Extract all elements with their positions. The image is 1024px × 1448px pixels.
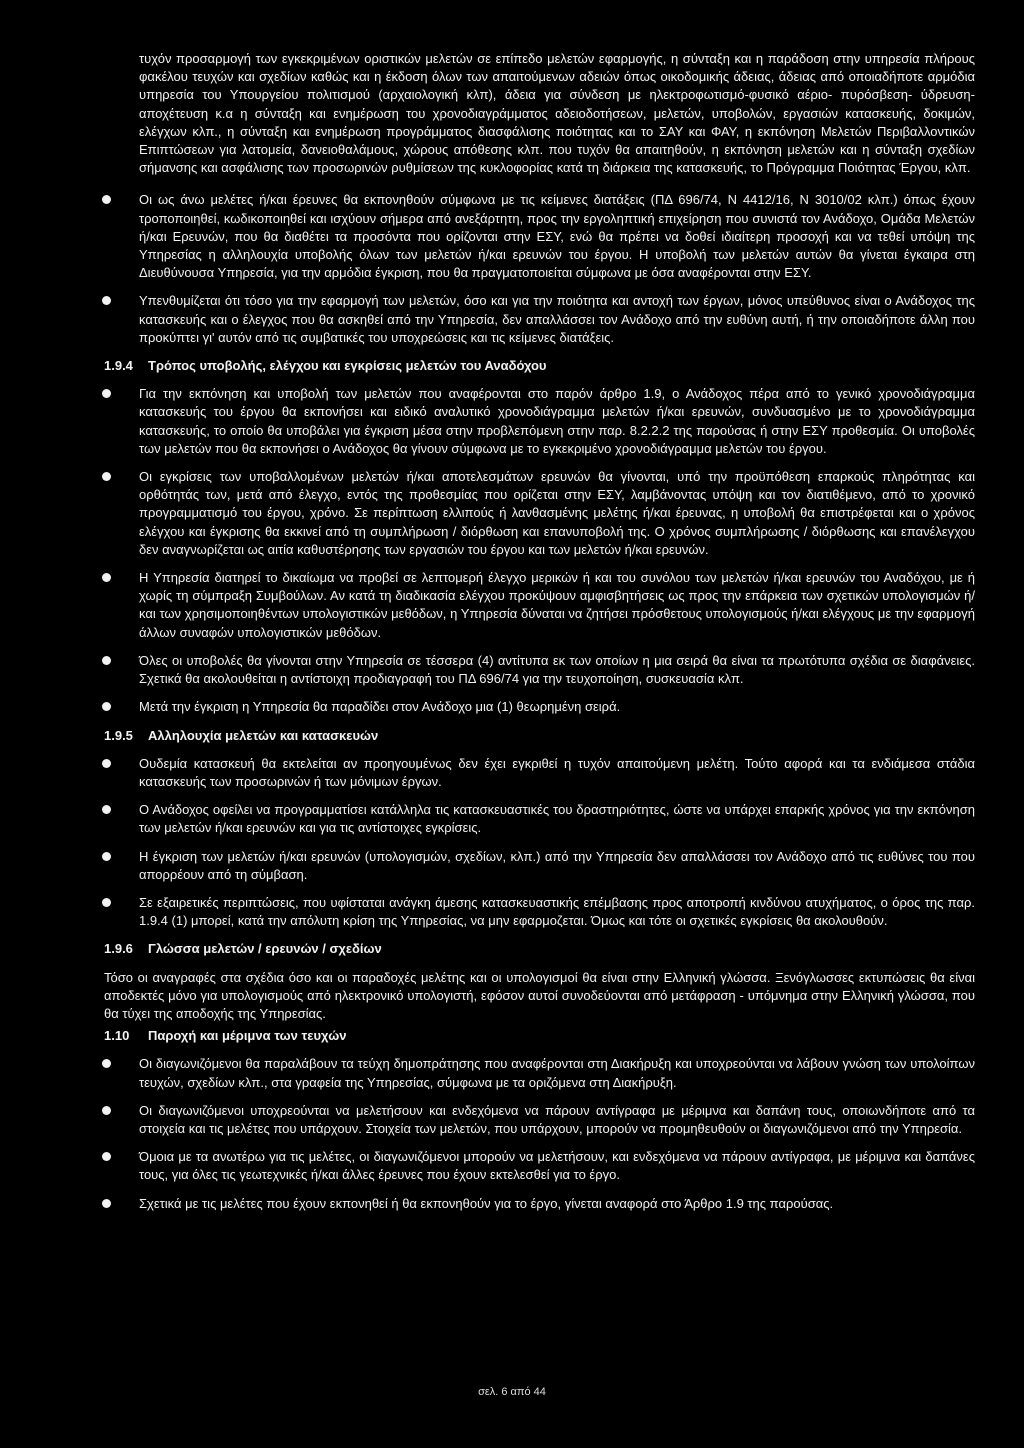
section-title: Τρόπος υποβολής, ελέγχου και εγκρίσεις μελετών του Αναδόχου — [148, 358, 547, 374]
bullet-text: Οι ως άνω μελέτες ή/και έρευνες θα εκπονηθούν σύμφωνα με τις κείμενες διατάξεις (ΠΔ 696/74, Ν 4412/16, Ν 3010/02 κλπ.) όπως έχουν τροποποιηθεί, κωδικοποιηθεί και ισχύουν σήμερα από ανεξάρτητη, προς την εργοληπτική επιχείρηση που συνιστά τον Ανάδοχο, Ομάδα Μελετών ή/και Ερευνών, που θα διαθέτει τα προσόντα που ορίζονται στην ΕΣΥ, ενώ θα πρέπει να δοθεί ιδιαίτερη προσοχή και να τεθεί υπόψη της Υπηρεσίας η αλληλουχία υποβολής όλων των μελετών ή/και ερευνών του έργου. Η υποβολή των μελετών αυτών θα γίνεται έγκαιρα στη Διευθύνουσα Υπηρεσία, για την αρμόδια έγκριση, που θα πραγματοποιείται σύμφωνα με όσα αναφέρονται στην ΕΣΥ. — [139, 192, 975, 281]
list-item — [139, 801, 975, 837]
list-item — [139, 468, 975, 559]
bullet-list-3 — [139, 755, 975, 931]
section-heading-1-9-4 — [104, 357, 975, 375]
list-item — [139, 652, 975, 688]
list-item — [139, 848, 975, 884]
bullet-text: Η Υπηρεσία διατηρεί το δικαίωμα να προβεί σε λεπτομερή έλεγχο μερικών ή και του συνόλου των μελετών ή/και ερευνών του Αναδόχου, με ή χωρίς τη σύμπραξη Συμβούλων. Αν κατά τη διαδικασία ελέγχου προκύψουν αμφισβητήσεις ως προς την επάρκεια των σχετικών υπολογισμών ή/και των χρησιμοποιηθέντων υπολογιστικών μεθόδων, η Υπηρεσία δύναται να ζητήσει πρόσθετους υπολογισμούς ή/και ελέγχους με την εφαρμογή άλλων συναφών υπολογιστικών μεθόδων. — [139, 570, 975, 640]
page-content — [104, 50, 975, 1223]
section-title: Γλώσσα μελετών / ερευνών / σχεδίων — [148, 941, 382, 957]
bullet-text: Σχετικά με τις μελέτες που έχουν εκπονηθεί ή θα εκπονηθούν για το έργο, γίνεται αναφορά στο Άρθρο 1.9 της παρούσας. — [139, 1195, 834, 1211]
bullet-text: Ο Ανάδοχος οφείλει να προγραμματίσει κατάλληλα τις κατασκευαστικές του δραστηριότητες, ώστε να υπάρχει επαρκής χρόνος για την εκπόνηση των μελετών ή/και ερευνών και για τις αντίστοιχες εγκρίσεις. — [139, 802, 975, 836]
list-item — [139, 191, 975, 282]
section-heading-1-9-5 — [104, 727, 975, 745]
list-item — [139, 1055, 975, 1091]
bullet-text: Μετά την έγκριση η Υπηρεσία θα παραδίδει στον Ανάδοχο μια (1) θεωρημένη σειρά. — [139, 699, 621, 715]
list-item — [139, 755, 975, 791]
list-item — [139, 385, 975, 458]
section-number: 1.10 — [104, 1028, 130, 1044]
list-item — [139, 698, 975, 716]
bullet-text: Η έγκριση των μελετών ή/και ερευνών (υπολογισμών, σχεδίων, κλπ.) από την Υπηρεσία δεν απαλλάσσει τον Ανάδοχο από τις ευθύνες του που απορρέουν από τη σύμβαση. — [139, 848, 975, 882]
page-footer: σελ. 6 από 44 — [478, 1386, 546, 1398]
bullet-text: Ουδεμία κατασκευή θα εκτελείται αν προηγουμένως δεν έχει εγκριθεί η τυχόν απαιτούμενη μελέτη. Τούτο αφορά και τα ενδιάμεσα στάδια κατασκευής των προσωρινών ή των μόνιμων έργων. — [139, 755, 975, 789]
bullet-text: Για την εκπόνηση και υποβολή των μελετών που αναφέρονται στο παρόν άρθρο 1.9, ο Ανάδοχος πέρα από το γενικό χρονοδιάγραμμα κατασκευής του έργου θα εκπονήσει και ειδικό αναλυτικό χρονοδιάγραμμα μελετών ή/και ερευνών, συνδυασμένο με το χρονοδιάγραμμα κατασκευής, το οποίο θα υποβάλει για έγκριση μέσα στην προβλεπόμενη στην παρ. 8.2.2.2 της παρούσας ή στην ΕΣΥ προθεσμία. Οι υποβολές των μελετών που θα εκπονήσει ο Ανάδοχος θα γίνουν σύμφωνα με το εγκεκριμένο χρονοδιάγραμμα μελετών του έργου. — [139, 386, 975, 456]
section-heading-1-9-6 — [104, 940, 975, 958]
list-item — [139, 292, 975, 347]
section-number: 1.9.6 — [104, 941, 133, 957]
bullet-list-4 — [139, 1055, 975, 1212]
bullet-list-2 — [139, 385, 975, 716]
section-heading-1-10 — [104, 1027, 975, 1045]
list-item — [139, 894, 975, 930]
bullet-list-1 — [139, 191, 975, 347]
section-number: 1.9.5 — [104, 727, 133, 743]
section-1-9-6-paragraph: Τόσο οι αναγραφές στα σχέδια όσο και οι παραδοχές μελέτης και οι υπολογισμοί θα είναι στην Ελληνική γλώσσα. Ξενόγλωσσες εκτυπώσεις θα είναι αποδεκτές μόνο για υπολογισμούς από ηλεκτρονικό υπολογιστή, εφόσον αυτοί συνοδεύονται από μετάφραση - υπόμνημα στην Ελληνική γλώσσα, που θα τύχει της αποδοχής της Υπηρεσίας. — [104, 969, 975, 1021]
list-item — [139, 1195, 975, 1213]
bullet-text: Οι εγκρίσεις των υποβαλλομένων μελετών ή/και αποτελεσμάτων ερευνών θα γίνονται, υπό την προϋπόθεση επαρκούς πληρότητας και ορθότητάς των, μετά από έλεγχο, εντός της προθεσμίας που ορίζεται στην ΕΣΥ, λαμβάνοντας υπόψη και τον διατιθέμενο, από το χρονικό προγραμματισμό του έργου, χρόνο. Σε περίπτωση ελλιπούς ή λανθασμένης μελέτης ή/και έρευνας, η υποβολή θα επιστρέφεται και ο χρόνος ελέγχου και έγκρισης θα εκκινεί από τη συμπλήρωση / διόρθωση και επανυποβολή της. Ο χρόνος συμπλήρωσης / διόρθωσης και επανέλεγχου δεν αναγνωρίζεται ως αιτία καθυστέρησης των εργασιών του έργου και των μελετών ή/και ερευνών. — [139, 469, 975, 557]
section-number: 1.9.4 — [104, 358, 133, 374]
bullet-text: Όμοια με τα ανωτέρω για τις μελέτες, οι διαγωνιζόμενοι μπορούν να μελετήσουν, και ενδεχόμενα να πάρουν αντίγραφα, με μέριμνα και δαπάνες τους, για όλες τις γεωτεχνικές ή/και άλλες έρευνες που έχουν εκτελεσθεί για το έργο. — [139, 1149, 975, 1183]
section-title: Αλληλουχία μελετών και κατασκευών — [148, 727, 379, 743]
list-item — [139, 1102, 975, 1138]
bullet-text: Οι διαγωνιζόμενοι υποχρεούνται να μελετήσουν και ενδεχόμενα να πάρουν αντίγραφα με μέριμνα και δαπάνη τους, οποιωνδήποτε από τα στοιχεία και τις μελέτες που υπάρχουν. Στοιχεία των μελετών, που υπάρχουν, μπορούν να προμηθευθούν οι διαγωνιζόμενοι από την Υπηρεσία. — [139, 1102, 975, 1136]
list-item — [139, 1148, 975, 1184]
bullet-text: Όλες οι υποβολές θα γίνονται στην Υπηρεσία σε τέσσερα (4) αντίτυπα εκ των οποίων η μια σειρά θα είναι τα πρωτότυπα σχέδια σε διαφάνειες. Σχετικά θα ακολουθείται η αντίστοιχη προδιαγραφή του ΠΔ 696/74 για την τευχοποίηση, συσκευασία κλπ. — [139, 652, 975, 687]
list-item — [139, 569, 975, 642]
bullet-text: Οι διαγωνιζόμενοι θα παραλάβουν τα τεύχη δημοπράτησης που αναφέρονται στη Διακήρυξη και υποχρεούνται να λάβουν γνώση των υπολοίπων τευχών, σχεδίων κλπ., στα γραφεία της Υπηρεσίας, σύμφωνα με τα οριζόμενα στη Διακήρυξη. — [139, 1056, 975, 1090]
intro-paragraph: τυχόν προσαρμογή των εγκεκριμένων οριστικών μελετών σε επίπεδο μελετών εφαρμογής, η σύνταξη και η παράδοση στην υπηρεσία πλήρους φακέλου τευχών και σχεδίων καθώς και η έκδοση όλων των απαιτούμενων αδειών όπως οικοδομικής άδειας, άδειας από οποιαδήποτε αρμόδια υπηρεσία του Υπουργείου πολιτισμού (αρχαιολογική κλπ), άδεια για σύνδεση με ηλεκτροφωτισμό-φυσικό αέριο- πυρόσβεση- ύδρευση-αποχέτευση κ.α η σύνταξη και ενημέρωση του χρονοδιαγράμματος αδειοδοτήσεων, μελετών, υποβολών, εργασιών κατασκευής, δοκιμών, ελέγχων κλπ., η σύνταξη και ενημέρωση προγράμματος διασφάλισης ποιότητας και το ΣΑΥ και ΦΑΥ, η εκπόνηση Μελετών Περιβαλλοντικών Επιπτώσεων για λατομεία, δανειοθαλάμους, χώρους απόθεσης κλπ. που τυχόν θα απαιτηθούν, η εκπόνηση μελετών και η σύνταξη σχεδίων σήμανσης και ασφάλισης των προσωρινών ρυθμίσεων της κυκλοφορίας κατά τη διάρκεια της κατασκευής, το Πρόγραμμα Ποιότητας Έργου, κλπ. — [139, 51, 975, 176]
bullet-text: Υπενθυμίζεται ότι τόσο για την εφαρμογή των μελετών, όσο και για την ποιότητα και αντοχή των έργων, μόνος υπεύθυνος είναι ο Ανάδοχος της κατασκευής και ο έλεγχος που θα ασκηθεί από την Υπηρεσία, δεν απαλλάσσει τον Ανάδοχο από την ευθύνη αυτή, ή την οποιαδήποτε άλλη που προκύπτει γι' αυτόν από τις συμβατικές του υποχρεώσεις και τις κείμενες διατάξεις. — [139, 293, 975, 345]
section-title: Παροχή και μέριμνα των τευχών — [148, 1028, 347, 1044]
bullet-text: Σε εξαιρετικές περιπτώσεις, που υφίσταται ανάγκη άμεσης κατασκευαστικής επέμβασης προς αποτροπή κινδύνου ατυχήματος, ο όρος της παρ. 1.9.4 (1) μπορεί, κατά την απόλυτη κρίση της Υπηρεσίας, να μην εφαρμοζεται. Όμως και τότε οι σχετικές εγκρίσεις θα ακολουθούν. — [139, 894, 975, 929]
